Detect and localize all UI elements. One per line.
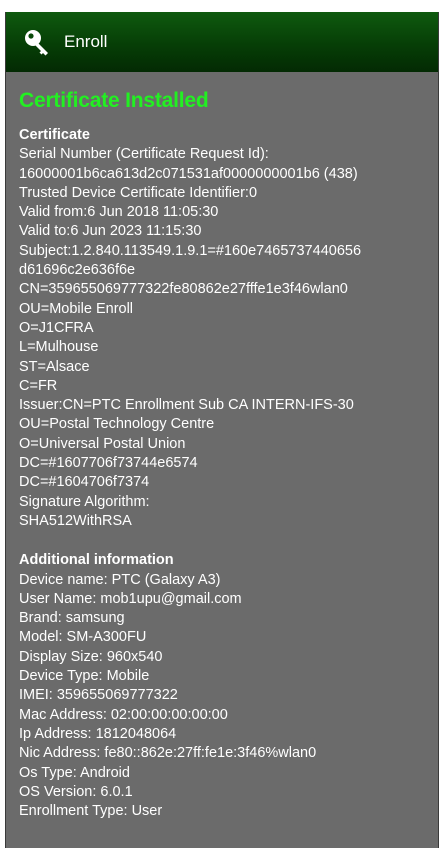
detail-line: OU=Postal Technology Centre [19,416,215,433]
info-line: Device Type: Mobile [19,668,150,685]
detail-line: OU=Mobile Enroll [19,300,134,317]
info-line: Brand: samsung [19,610,125,627]
info-line: Model: SM-A300FU [19,629,147,646]
detail-line: O=Universal Postal Union [19,435,186,452]
install-status: Certificate Installed [19,89,209,112]
detail-line: Valid from:6 Jun 2018 11:05:30 [19,204,219,221]
detail-line: Subject:1.2.840.113549.1.9.1=#160e7465737440656 [19,242,362,259]
detail-line: Trusted Device Certificate Identifier:0 [19,184,258,201]
detail-line: Signature Algorithm: [19,493,150,510]
detail-line: O=J1CFRA [19,319,94,336]
info-line: IMEI: 359655069777322 [19,687,178,704]
detail-line: DC=#1607706f73744e6574 [19,455,198,472]
section-spacer [19,531,438,551]
info-line: Mac Address: 02:00:00:00:00:00 [19,706,228,723]
app-bar [6,12,438,72]
certificate-heading: Certificate [19,127,90,143]
detail-line: CN=359655069777322fe80862e27fffe1e3f46wlan0 [19,281,348,298]
detail-line: Issuer:CN=PTC Enrollment Sub CA INTERN-IFS-30 [19,397,354,414]
info-line: Os Type: Android [19,764,130,781]
info-line: Nic Address: fe80::862e:27ff:fe1e:3f46%wlan0 [19,745,317,762]
certificate-details [6,72,438,821]
detail-line: L=Mulhouse [19,339,99,356]
detail-line: SHA512WithRSA [19,512,132,529]
detail-line: ST=Alsace [19,358,90,375]
info-line: Enrollment Type: User [19,803,163,820]
detail-line: DC=#1604706f7374 [19,474,150,491]
app-title: Enroll [64,32,108,51]
info-line: OS Version: 6.0.1 [19,783,133,800]
info-line: User Name: mob1upu@gmail.com [19,590,242,607]
additional-info-heading: Additional information [19,552,174,569]
detail-line: 16000001b6ca613d2c071531af0000000001b6 (438) [19,165,358,182]
key-icon[interactable] [20,25,54,59]
detail-line: Serial Number (Certificate Request Id): [19,146,269,163]
detail-line: d61696c2e636f6e [19,262,136,279]
info-line: Device name: PTC (Galaxy A3) [19,571,221,588]
additional-info-lines [19,571,438,822]
certificate-lines [19,145,438,531]
enroll-screen [5,12,439,848]
info-line: Ip Address: 1812048064 [19,725,177,742]
detail-line: Valid to:6 Jun 2023 11:15:30 [19,223,202,240]
detail-line: C=FR [19,377,58,394]
info-line: Display Size: 960x540 [19,648,163,665]
